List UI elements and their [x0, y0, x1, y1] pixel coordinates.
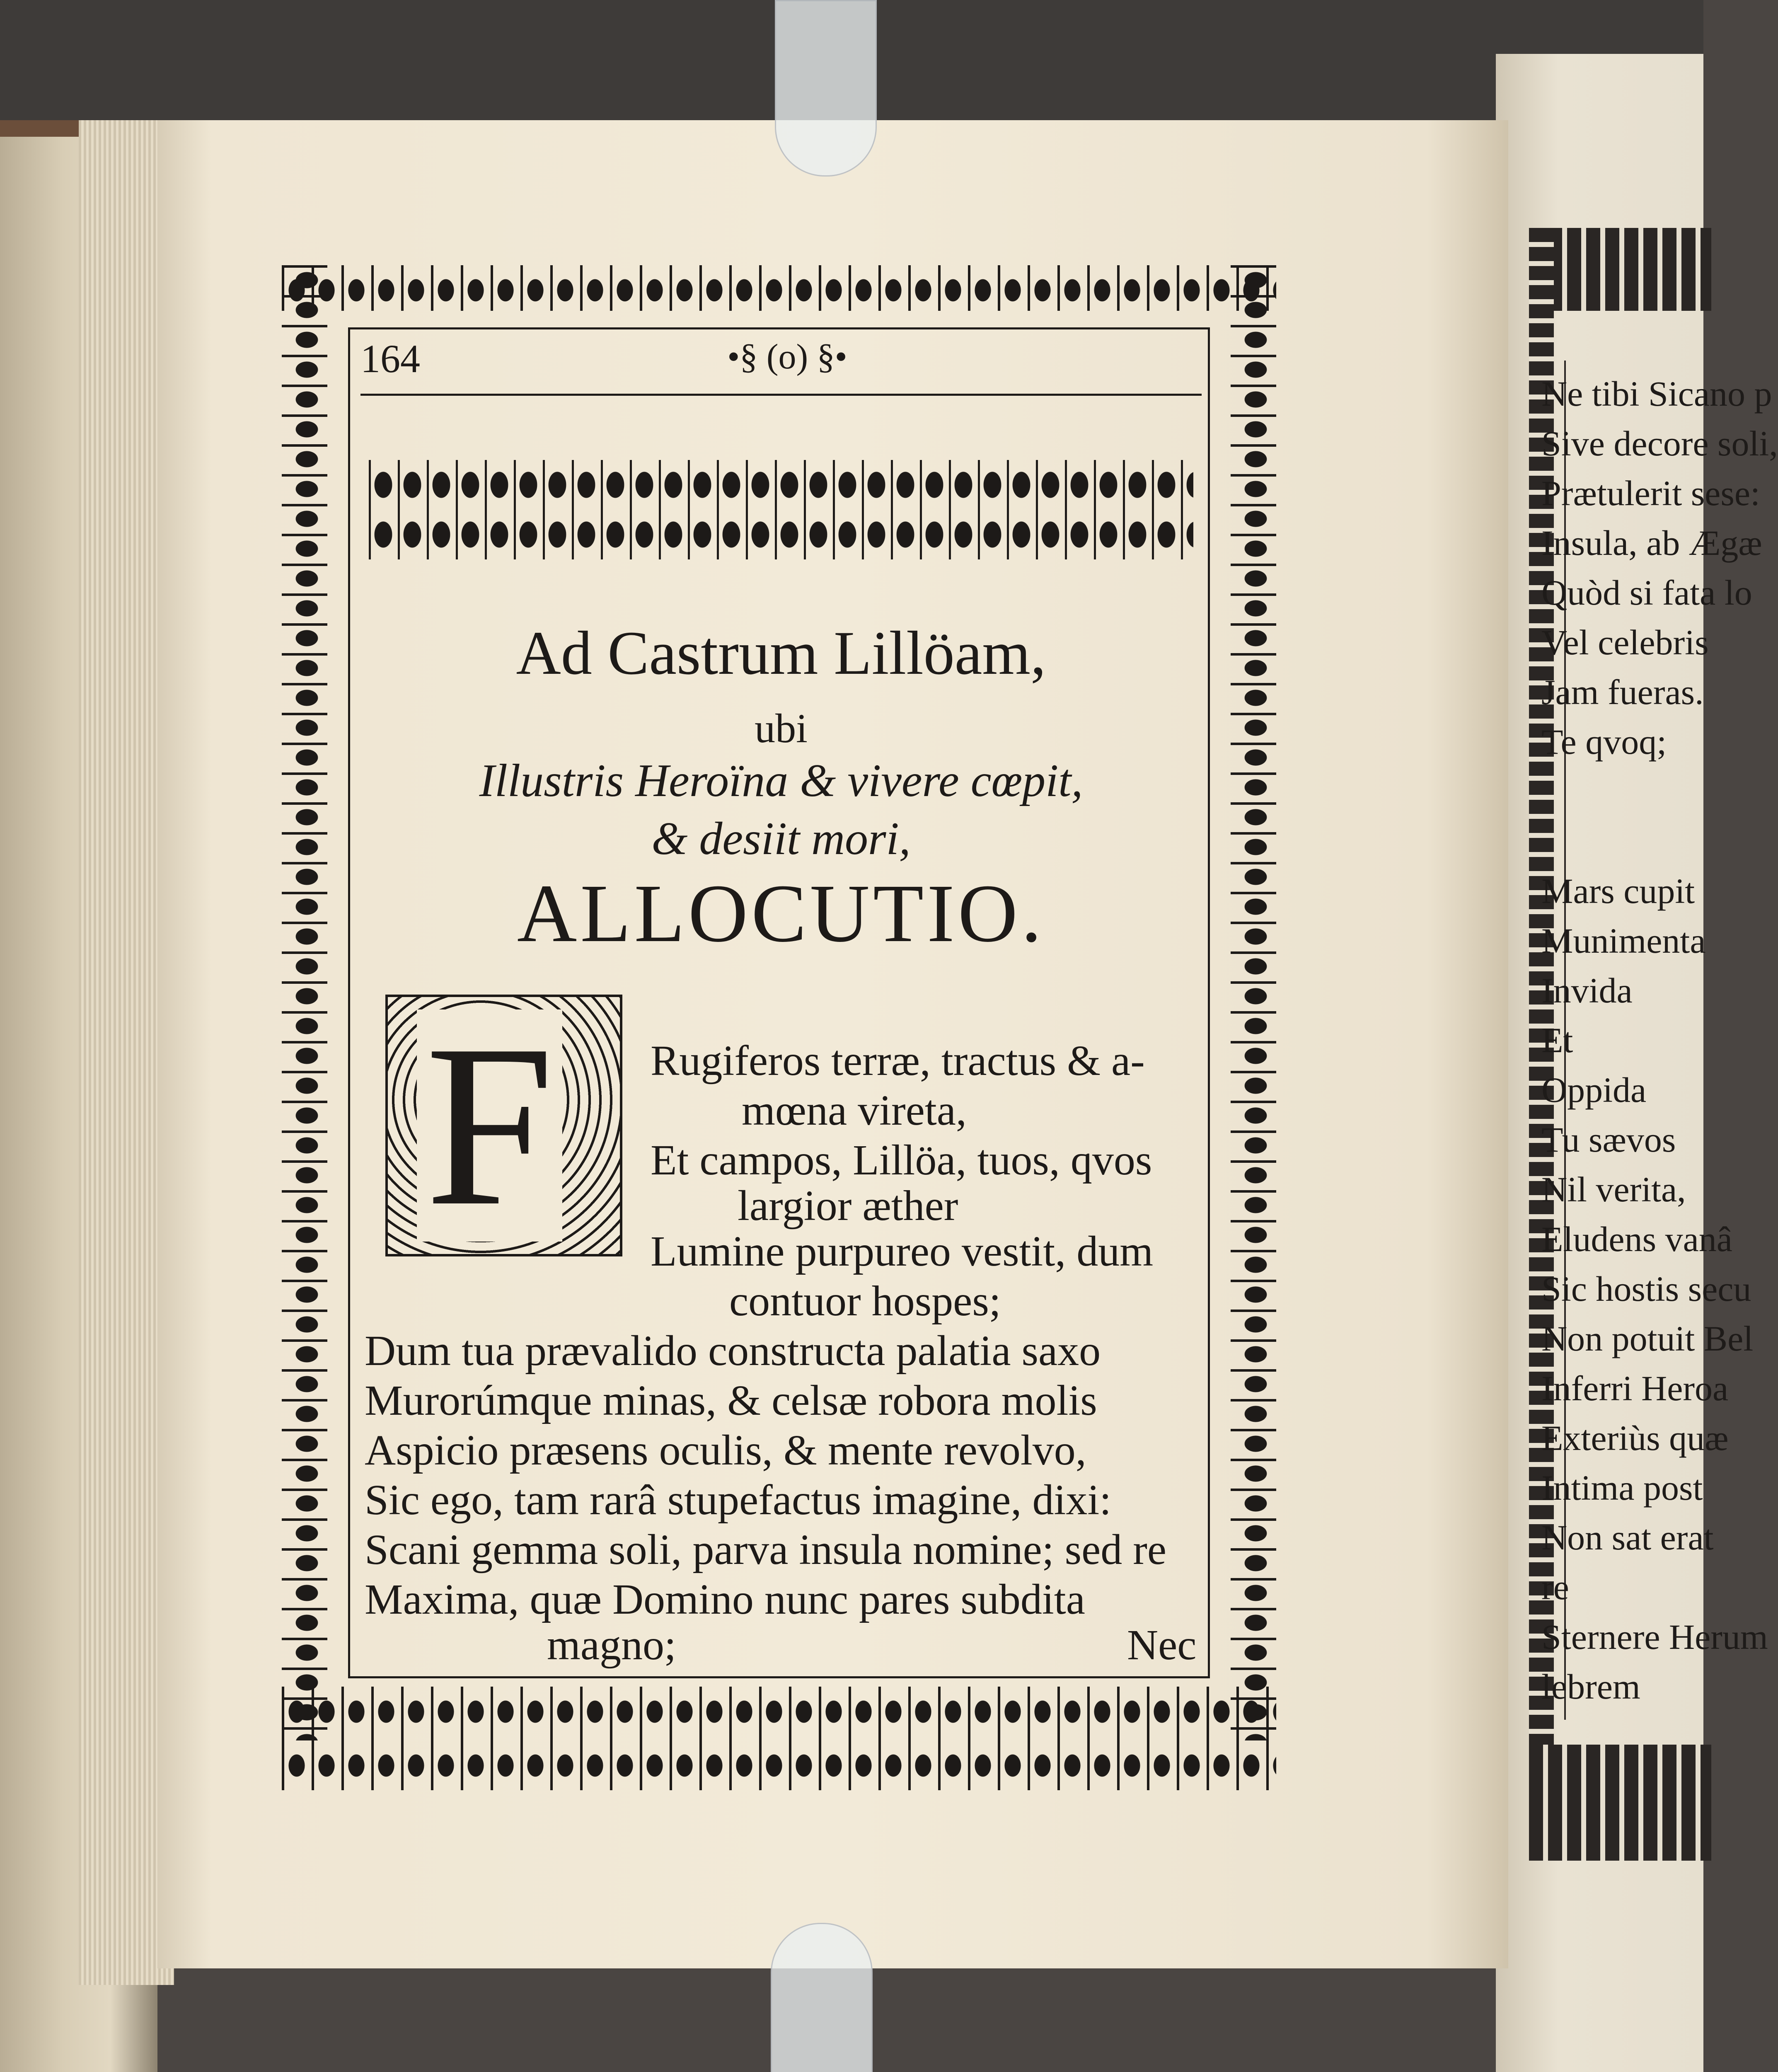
heading-subtitle-2: & desiit mori,	[651, 813, 911, 864]
facing-line: Munimenta	[1541, 921, 1706, 961]
frame-ornament-top	[282, 265, 1276, 311]
facing-gap	[1541, 767, 1707, 866]
heading-ubi: ubi	[755, 705, 808, 751]
facing-line: Te qvoq;	[1541, 722, 1667, 762]
verse-line: mœna vireta,	[742, 1087, 967, 1134]
facing-line: Non sat erat	[1541, 1518, 1714, 1557]
facing-line: Quòd si fata lo	[1541, 573, 1752, 612]
decorated-initial	[385, 995, 622, 1256]
verse-line: Scani gemma soli, parva insula nomine; sed re	[365, 1526, 1167, 1573]
frame-ornament-bottom-2	[282, 1740, 1276, 1790]
page-number: 164	[360, 336, 420, 381]
facing-line: lebrem	[1541, 1667, 1640, 1706]
ornamental-frame	[282, 265, 1276, 1794]
head-rule	[360, 394, 1202, 396]
facing-line: Inferri Heroa	[1541, 1368, 1729, 1408]
facing-line: Sternere Herum	[1541, 1617, 1768, 1657]
head-ornament: •§ (o) §•	[727, 336, 847, 376]
page-title: Ad Castrum Lillöam,	[516, 619, 1046, 687]
facing-text	[1541, 369, 1778, 1711]
facing-line: Sic hostis secu	[1541, 1269, 1751, 1309]
facing-line: Oppida	[1541, 1070, 1647, 1110]
verse-line: Maxima, quæ Domino nunc pares subdita	[365, 1576, 1085, 1623]
verse-line: Lumine purpureo vestit, dum	[651, 1227, 1154, 1275]
facing-line: Non potuit Bel	[1541, 1319, 1754, 1358]
facing-line: Prætulerit sese:	[1541, 473, 1760, 513]
verse-line: Murorúmque minas, & celsæ robora molis	[365, 1377, 1097, 1424]
verse-line: largior æther	[738, 1182, 958, 1230]
catchword: Nec	[1127, 1621, 1197, 1669]
verse-line: Et campos, Lillöa, tuos, qvos	[651, 1136, 1152, 1184]
facing-line: Insula, ab Ægæ	[1541, 523, 1762, 563]
facing-border-bottom	[1529, 1745, 1711, 1861]
facing-line: Tu sævos	[1541, 1120, 1676, 1159]
ornament-band	[369, 460, 1193, 559]
frame-ornament-left	[282, 265, 327, 1740]
facing-line: Ne tibi Sicano p	[1541, 374, 1772, 414]
frame-ornament-right	[1231, 265, 1276, 1740]
facing-line: Eludens vanâ	[1541, 1219, 1732, 1259]
frame-ornament-bottom-1	[282, 1687, 1276, 1740]
page-clip-top	[775, 0, 877, 177]
verse-line: Sic ego, tam rarâ stupefactus imagine, dixi:	[365, 1476, 1112, 1524]
facing-border-top	[1529, 228, 1711, 311]
facing-line: Sive decore soli,	[1541, 424, 1778, 463]
verse-line: Rugiferos terræ, tractus & a-	[651, 1037, 1145, 1084]
facing-line: Nil verita,	[1541, 1169, 1686, 1209]
verse-line: Dum tua prævalido constructa palatia saxo	[365, 1327, 1101, 1375]
facing-line: Jam fueras.	[1541, 672, 1704, 712]
heading-allocutio: ALLOCUTIO.	[517, 868, 1045, 959]
facing-line: Intima post	[1541, 1468, 1703, 1508]
initial-letter: F	[417, 1009, 562, 1242]
right-facing-page	[1496, 54, 1778, 2072]
verse-line: contuor hospes;	[729, 1277, 1001, 1325]
verse-line: Aspicio præsens oculis, & mente revolvo,	[365, 1426, 1086, 1474]
facing-line: re	[1541, 1567, 1569, 1607]
running-head	[360, 336, 1202, 385]
facing-line: Et	[1541, 1020, 1573, 1060]
facing-line: Invida	[1541, 971, 1633, 1010]
facing-line: Exteriùs quæ	[1541, 1418, 1729, 1458]
facing-line: Vel celebris	[1541, 622, 1709, 662]
page-clip-bottom	[771, 1923, 873, 2072]
facing-line: Mars cupit	[1541, 871, 1695, 911]
heading-subtitle-1: Illustris Heroïna & vivere cœpit,	[479, 755, 1083, 806]
verse-line: magno;	[547, 1621, 676, 1669]
